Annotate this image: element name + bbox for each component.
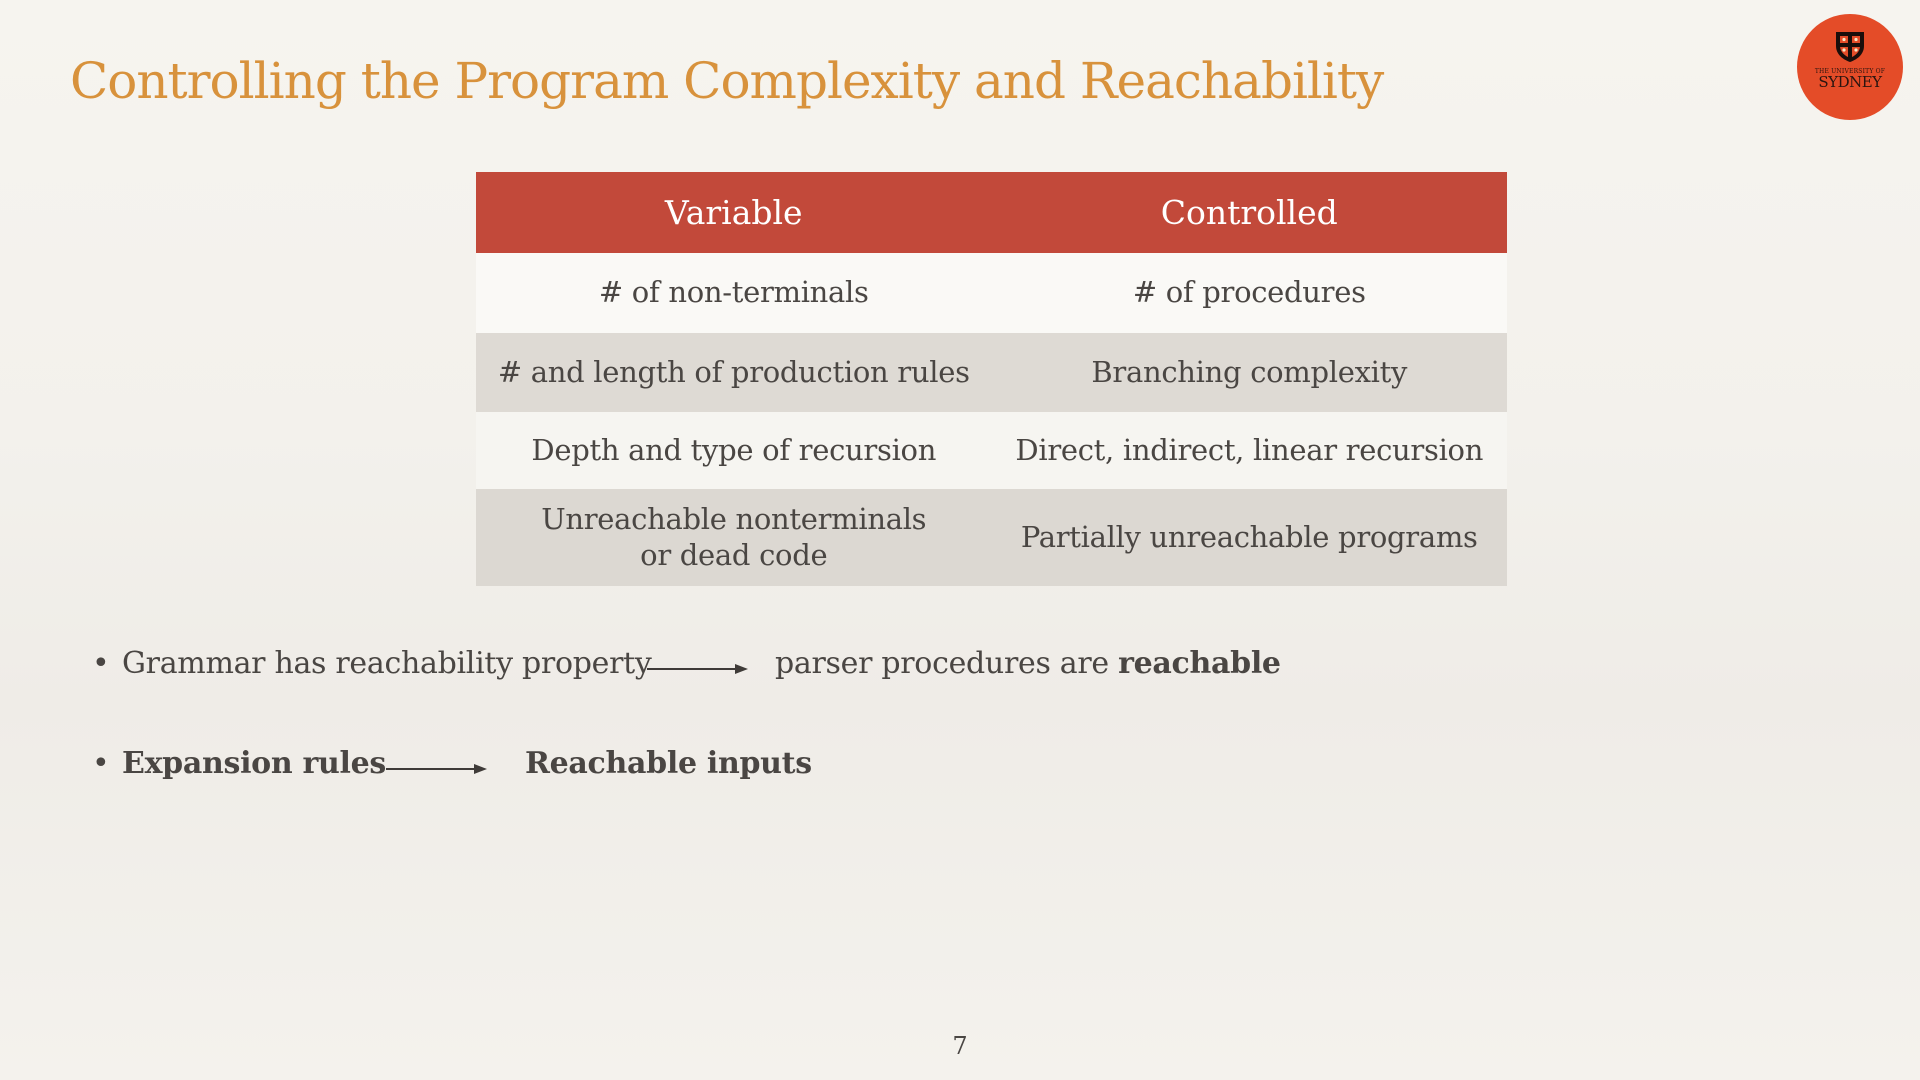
table-row [476,489,1507,586]
bullet-right-strong: reachable [1118,646,1281,681]
page-number: 7 [952,1032,968,1060]
logo-small-text: THE UNIVERSITY OF [1814,68,1886,75]
bullet-marker: • [92,746,110,781]
table-cell: Unreachable nonterminals or dead code [476,489,992,586]
table-cell: # and length of production rules [476,333,992,412]
bullet-left-text: Expansion rules [122,746,387,781]
arrow-right-icon [386,762,488,776]
table-cell: Branching complexity [992,333,1508,412]
bullet-right-prefix: parser procedures are [775,646,1119,681]
table-cell: Partially unreachable programs [992,489,1508,586]
table-row [476,412,1507,489]
table-row [476,253,1507,333]
table-cell: Direct, indirect, linear recursion [992,412,1508,489]
crest-icon [1832,28,1868,64]
bullet-right-text [775,646,1281,681]
arrow-right-icon [647,662,749,676]
table-cell: # of non-terminals [476,253,992,333]
table-cell: Depth and type of recursion [476,412,992,489]
university-logo [1797,14,1903,120]
bullet-marker: • [92,646,110,681]
header-controlled: Controlled [992,172,1508,253]
slide-title: Controlling the Program Complexity and Reachability [70,52,1384,110]
logo-big-text: SYDNEY [1818,73,1882,91]
bullet-right-text: Reachable inputs [525,746,812,781]
table-row [476,333,1507,412]
header-variable: Variable [476,172,992,253]
table-cell: # of procedures [992,253,1508,333]
bullet-left-text: Grammar has reachability property [122,646,652,681]
comparison-table [476,172,1507,586]
table-header-row [476,172,1507,253]
